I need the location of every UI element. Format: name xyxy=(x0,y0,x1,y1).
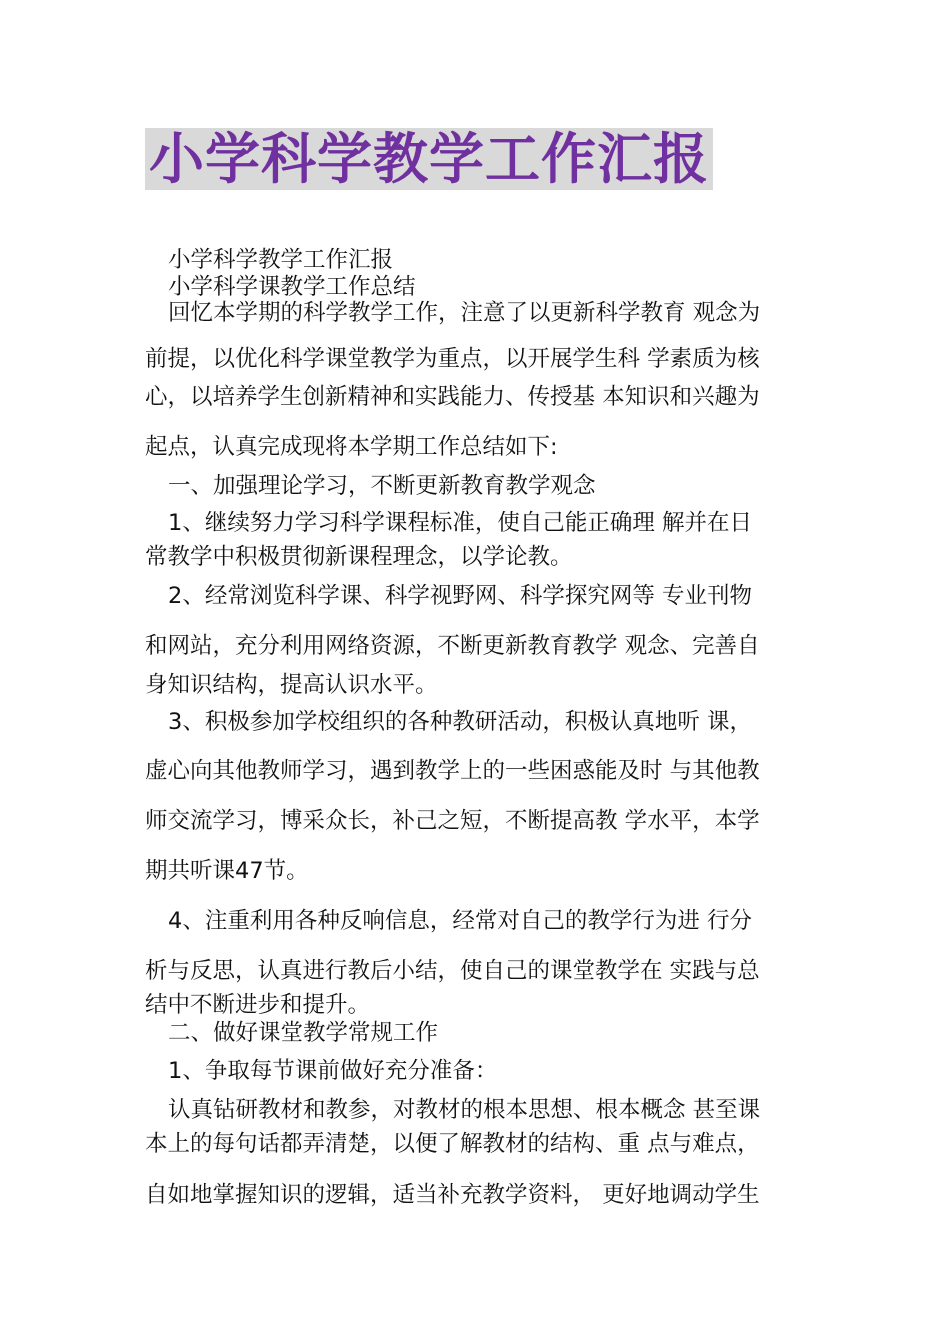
document-page: 小学科学教学工作汇报 小学科学教学工作汇报 小学科学课教学工作总结 回忆本学期的科学教学工作，注意了以更新科学教育 观念为 前提，以优化科学课堂教学为重点，以开展学生科 学素质为核 心，以培养学生创新精神和实践能力、传授基 本知识和兴趣为 起点，认真完成现将本学期工作总结如下: 一、加强理论学习，不断更新教育教学观念 1、继续努力学习科学课程标准，使自己能正确理 解并在日 常教学中积极贯彻新课程理念，以学论教。 2、经常浏览科学课、科学视野网、科学探究网等 专业刊物 和网站，充分利用网络资源，不断更新教育教学 观念、完善自 身知识结构，提高认识水平。 3、积极参加学校组织的各种教研活动，积极认真地听 课， 虚心向其他教师学习，遇到教学上的一些困惑能及时 与其他教 师交流学习，博采众长，补己之短，不断提高教 学水平，本学 期共听课47节。 4、注重利用各种反响信息，经常对自己的教学行为进 行分 析与反思，认真进行教后小结，使自己的课堂教学在 实践与总 结中不断进步和提升。 二、做好课堂教学常规工作 1、争取每节课前做好充分准备： 认真钻研教材和教参，对教材的根本思想、根本概念 甚至课 本上的每句话都弄清楚，以便了解教材的结构、重 点与难点， 自如地掌握知识的逻辑，适当补充教学资料， 更好地调动学生 xyxy=(0,0,950,1344)
document-title: 小学科学教学工作汇报 xyxy=(145,128,713,190)
